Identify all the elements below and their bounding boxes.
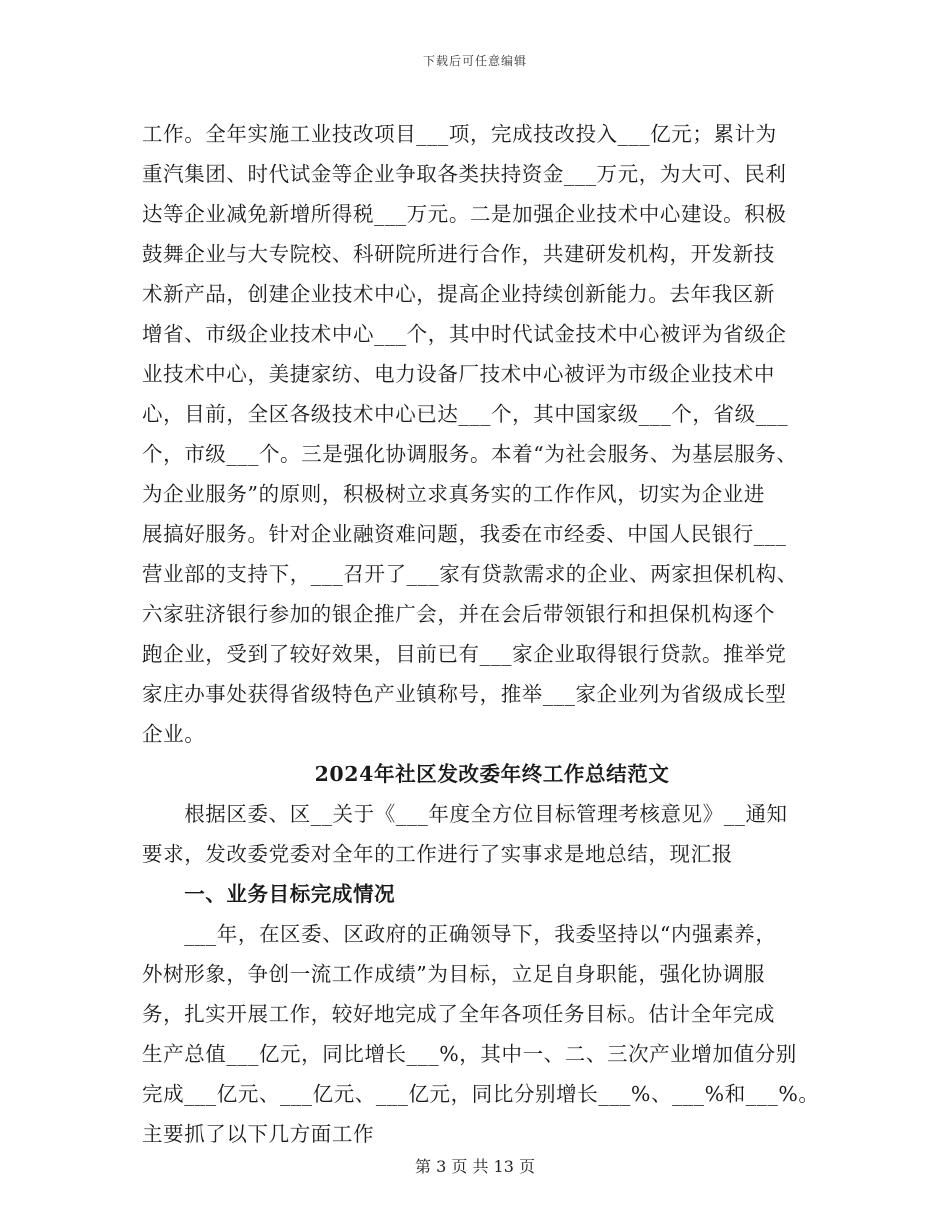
text-line: 企业。 xyxy=(142,722,206,746)
text-line: 个，市级___个。三是强化协调服务。本着“为社会服务、为基层服务、 xyxy=(142,442,798,466)
page-header: 下载后可任意编辑 xyxy=(422,54,527,68)
text-line: 展搞好服务。针对企业融资难问题，我委在市经委、中国人民银行___ xyxy=(142,522,787,546)
text-line: 要求，发改委党委对全年的工作进行了实事求是地总结，现汇报 xyxy=(142,842,733,866)
text-line: 为企业服务”的原则，积极树立求真务实的工作作风，切实为企业进 xyxy=(142,482,765,506)
text-line: 工作。全年实施工业技改项目___项，完成技改投入___亿元；累计为 xyxy=(142,122,777,146)
document-title: 2024年社区发改委年终工作总结范文 xyxy=(314,762,670,786)
text-line: 重汽集团、时代试金等企业争取各类扶持资金___万元，为大可、民利 xyxy=(142,162,787,186)
text-line: 营业部的支持下，___召开了___家有贷款需求的企业、两家担保机构、 xyxy=(142,562,798,586)
text-line: 术新产品，创建企业技术中心，提高企业持续创新能力。去年我区新 xyxy=(142,282,775,306)
text-line: 根据区委、区__关于《___年度全方位目标管理考核意见》__通知 xyxy=(142,802,788,826)
text-line: 六家驻济银行参加的银企推广会，并在会后带领银行和担保机构逐个 xyxy=(142,602,775,626)
text-line: ___年，在区委、区政府的正确领导下，我委坚持以“内强素养， xyxy=(142,922,777,946)
text-line: 心，目前，全区各级技术中心已达___个，其中国家级___个，省级___ xyxy=(142,402,789,426)
text-line: 业技术中心，美捷家纺、电力设备厂技术中心被评为市级企业技术中 xyxy=(142,362,775,386)
text-line: 达等企业减免新增所得税___万元。二是加强企业技术中心建设。积极 xyxy=(142,202,787,226)
text-line: 生产总值___亿元，同比增长___%，其中一、二、三次产业增加值分别 xyxy=(142,1042,797,1066)
text-line: 完成___亿元、___亿元、___亿元，同比分别增长___%、___%和___%。 xyxy=(142,1082,820,1106)
section-heading: 一、业务目标完成情况 xyxy=(142,882,396,906)
document-body xyxy=(142,114,832,1154)
text-line: 主要抓了以下几方面工作 xyxy=(142,1122,375,1146)
page-footer: 第 3 页 共 13 页 xyxy=(415,1157,535,1176)
text-line: 鼓舞企业与大专院校、科研院所进行合作，共建研发机构，开发新技 xyxy=(142,242,775,266)
text-line: 务，扎实开展工作，较好地完成了全年各项任务目标。估计全年完成 xyxy=(142,1002,775,1026)
text-line: 家庄办事处获得省级特色产业镇称号，推举___家企业列为省级成长型 xyxy=(142,682,787,706)
text-line: 增省、市级企业技术中心___个，其中时代试金技术中心被评为省级企 xyxy=(142,322,787,346)
text-line: 跑企业，受到了较好效果，目前已有___家企业取得银行贷款。推举党 xyxy=(142,642,787,666)
text-line: 外树形象，争创一流工作成绩”为目标，立足自身职能，强化协调服 xyxy=(142,962,765,986)
